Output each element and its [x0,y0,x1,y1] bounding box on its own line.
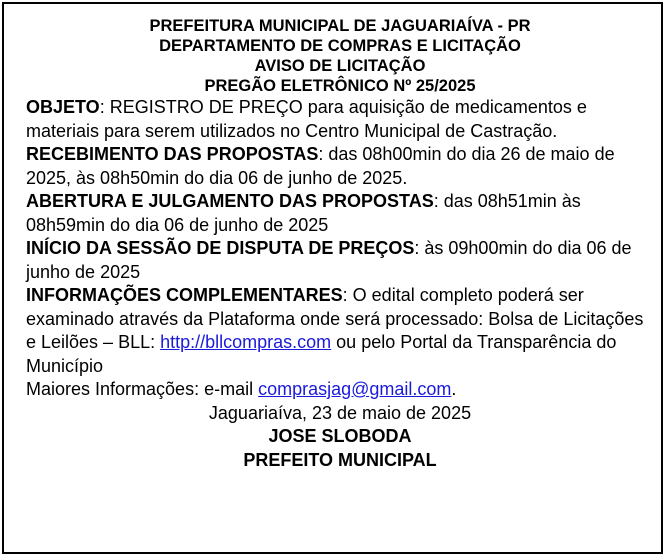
header-department: DEPARTAMENTO DE COMPRAS E LICITAÇÃO [159,37,521,55]
header-process-number: PREGÃO ELETRÔNICO Nº 25/2025 [204,77,476,95]
notice-content [26,16,654,472]
recebimento-paragraph [26,143,654,190]
abertura-text: : das 08h51min às 08h59min do dia 06 de junho de 2025 [26,191,581,235]
inicio-paragraph [26,237,654,284]
recebimento-text: : das 08h00min do dia 26 de maio de 2025, às 08h50min do dia 06 de junho de 2025. [26,144,615,188]
header-notice-type: AVISO DE LICITAÇÃO [254,57,426,75]
informacoes-text-before: : O edital completo poderá ser examinado através da Plataforma onde será processado: Bolsa de Licitações e Leilões – BLL: [26,285,644,352]
notice-frame [2,2,663,554]
informacoes-text-after: ou pelo Portal da Transparência do Município [26,332,617,376]
maiores-text-before: Maiores Informações: e-mail [26,379,259,399]
signatory-title: PREFEITO MUNICIPAL [243,449,437,470]
maiores-text-after: . [451,379,457,399]
place-date: Jaguariaíva, 23 de maio de 2025 [208,402,472,423]
inicio-text: : às 09h00min do dia 06 de junho de 2025 [26,238,632,282]
bll-link[interactable]: http://bllcompras.com [160,332,332,352]
objeto-paragraph [26,96,654,143]
recebimento-label: RECEBIMENTO DAS PROPOSTAS [26,144,319,164]
header-municipality: PREFEITURA MUNICIPAL DE JAGUARIAÍVA - PR [149,17,531,35]
objeto-text: : REGISTRO DE PREÇO para aquisição de medicamentos e materiais para serem utilizados no Centro Municipal de Castração. [26,97,587,141]
informacoes-label: INFORMAÇÕES COMPLEMENTARES [26,285,343,305]
objeto-label: OBJETO [26,97,100,117]
maiores-paragraph [26,378,654,402]
informacoes-paragraph [26,284,654,378]
email-link[interactable]: comprasjag@gmail.com [258,379,452,399]
notice-header [26,16,654,96]
abertura-paragraph [26,190,654,237]
signatory-name: JOSE SLOBODA [268,426,412,446]
inicio-label: INÍCIO DA SESSÃO DE DISPUTA DE PREÇOS [26,238,415,258]
abertura-label: ABERTURA E JULGAMENTO DAS PROPOSTAS [26,191,434,211]
